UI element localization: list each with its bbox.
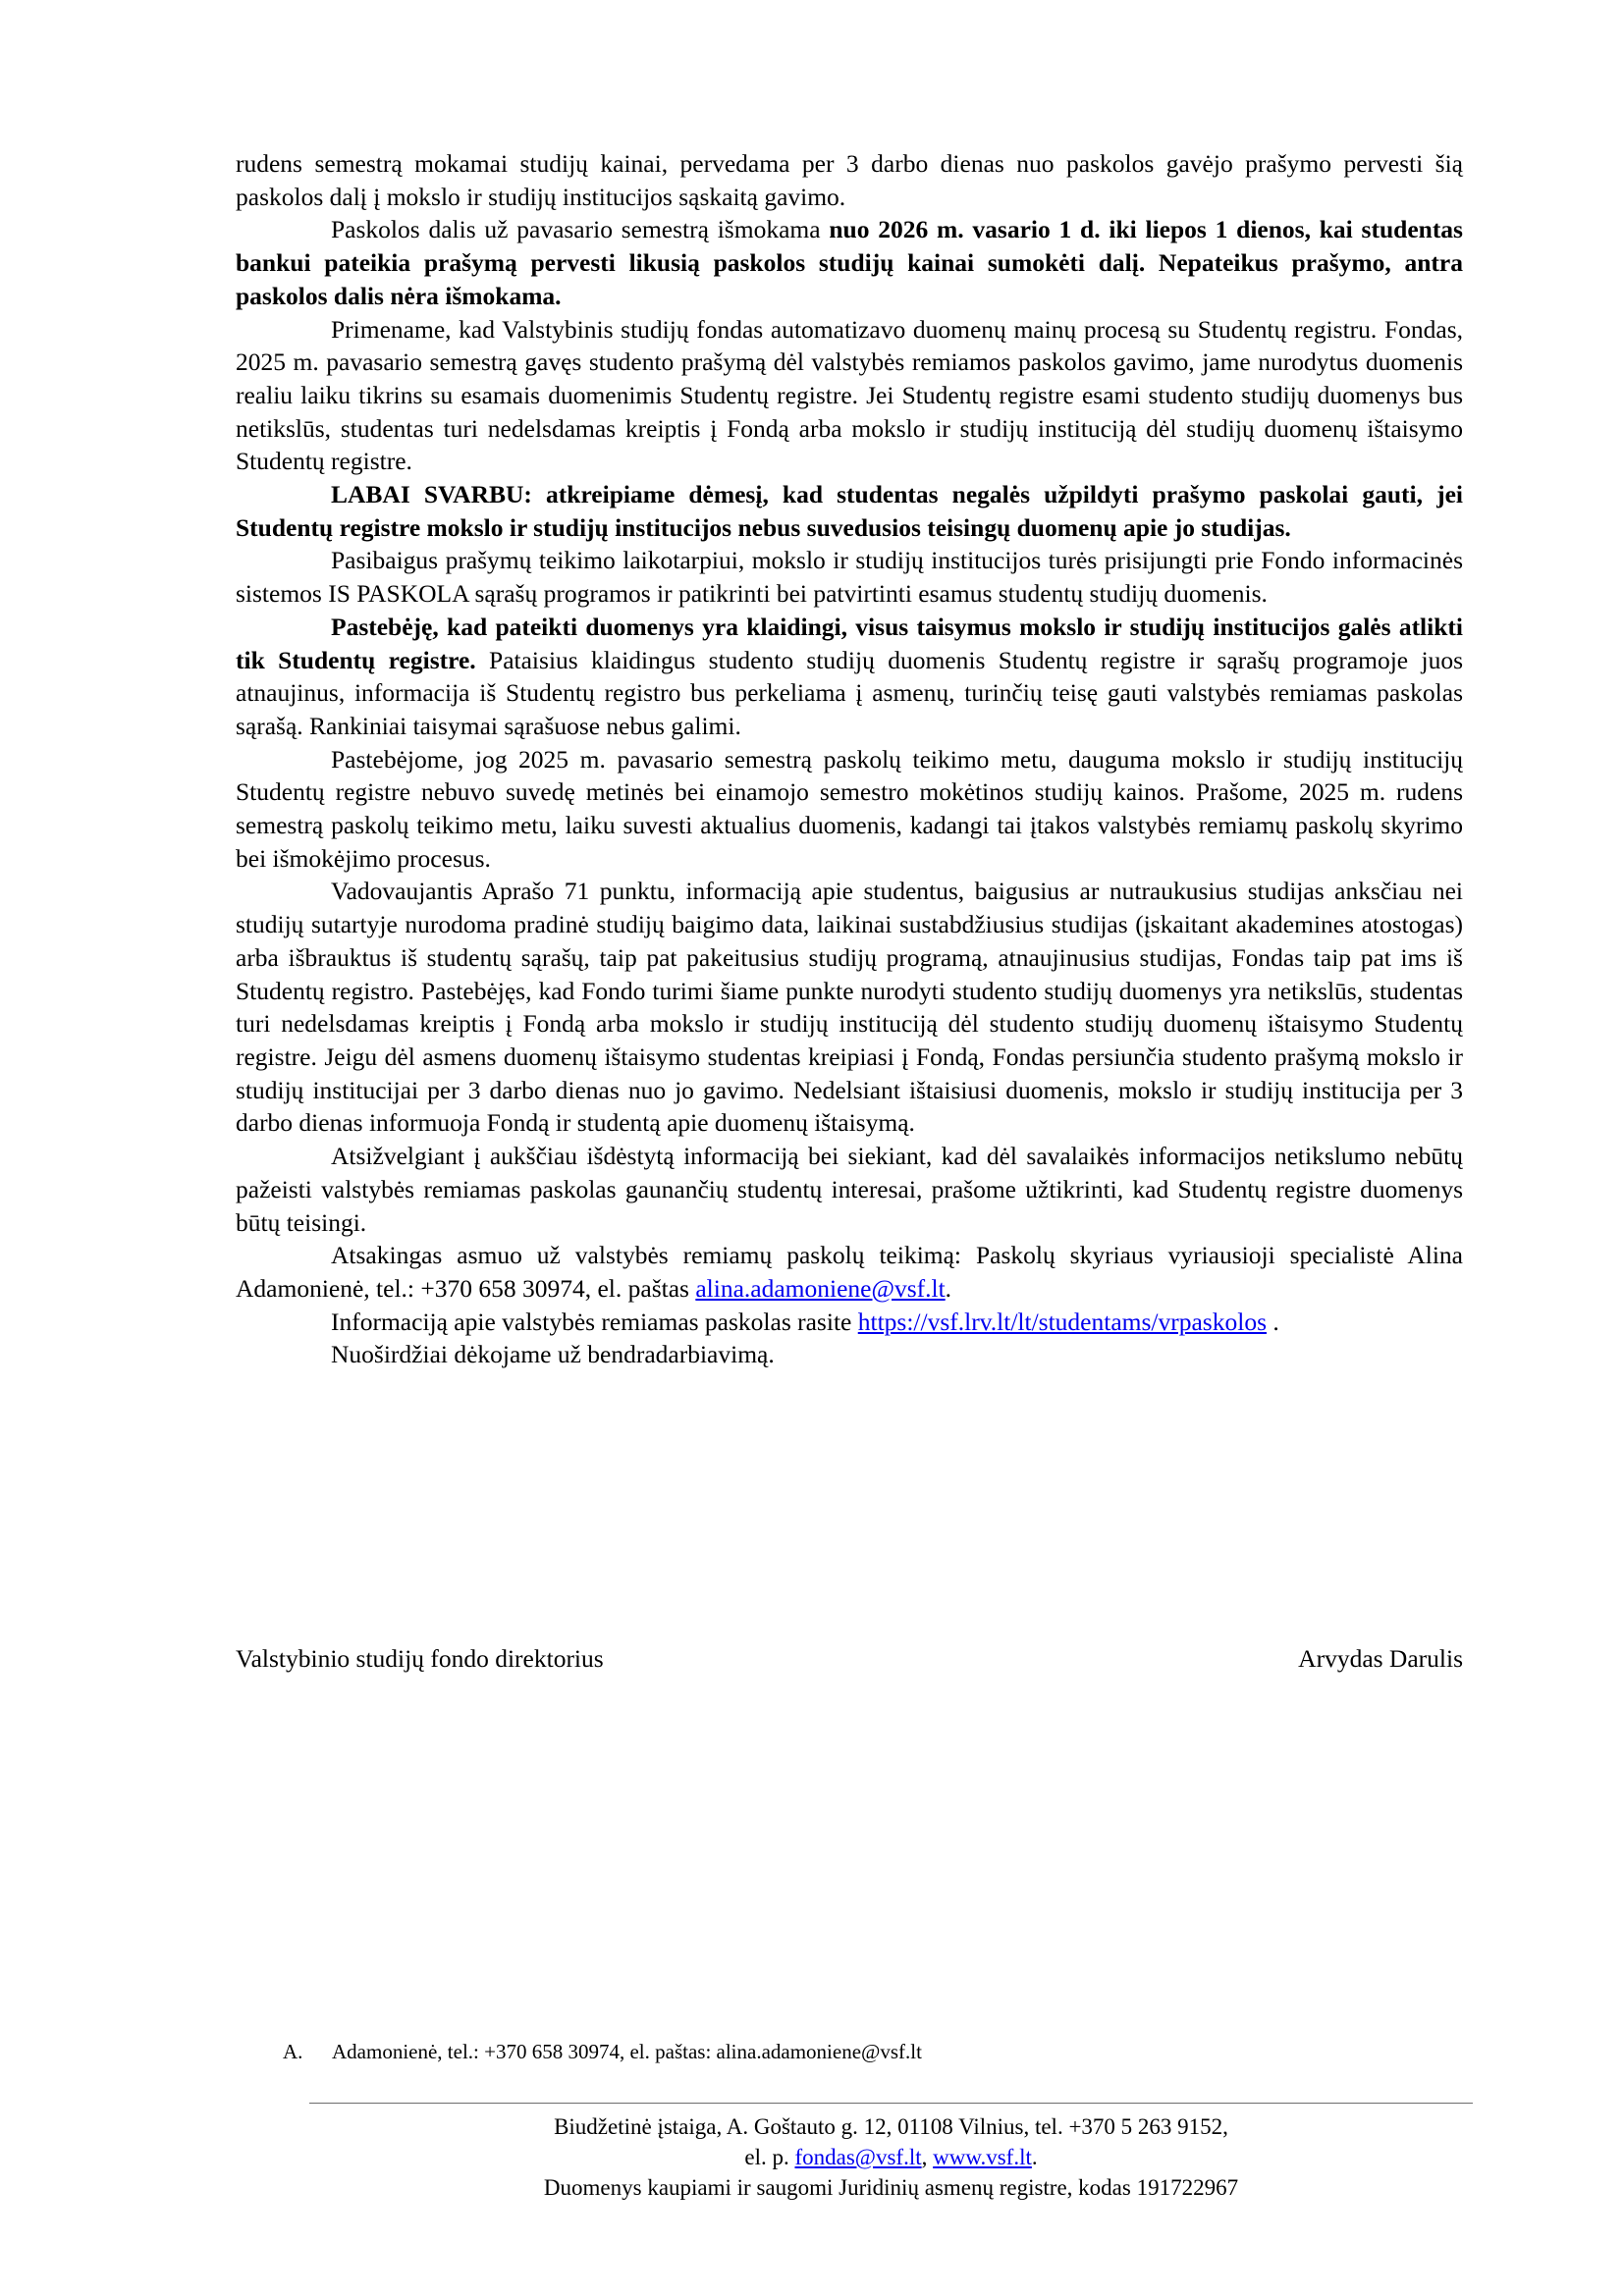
paragraph-2-text: Paskolos dalis už pavasario semestrą išmokama [331, 215, 830, 244]
footer-contacts [309, 2142, 1473, 2172]
footer-address: Biudžetinė įstaiga, A. Goštauto g. 12, 01108 Vilnius, tel. +370 5 263 9152, [554, 2114, 1228, 2139]
footer-divider [309, 2103, 1473, 2104]
contact-email-link[interactable]: alina.adamoniene@vsf.lt [695, 1273, 946, 1303]
paragraph-1: rudens semestrą mokamai studijų kainai, pervedama per 3 darbo dienas nuo paskolos gavėjo prašymo pervesti šią paskolos dalį į mokslo ir studijų institucijos sąskaitą gavimo. [236, 149, 1463, 211]
footer [309, 2111, 1473, 2203]
info-text: Informaciją apie valstybės remiamas paskolas rasite [331, 1307, 858, 1336]
contact-text: Atsakingas asmuo už valstybės remiamų paskolų teikimą: Paskolų skyriaus vyriausioji specialistė Alina Adamonienė, tel.: +370 658 30974, el. paštas [236, 1241, 1463, 1303]
info-url-link[interactable]: https://vsf.lrv.lt/lt/studentams/vrpaskolos [857, 1307, 1267, 1336]
paragraph-10-contact [236, 1239, 1463, 1305]
paragraph-2-bold: nuo 2026 m. vasario 1 d. iki liepos 1 dienos, kai studentas bankui pateikia prašymą pervesti likusią paskolos studijų kainai sumokėti dalį. Nepateikus prašymo, antra paskolos dalis nėra išmokama. [236, 215, 1463, 310]
footer-registry: Duomenys kaupiami ir saugomi Juridinių asmenų registre, kodas 191722967 [543, 2175, 1239, 2200]
signatory-title: Valstybinio studijų fondo direktorius [236, 1644, 604, 1673]
paragraph-3: Primename, kad Valstybinis studijų fondas automatizavo duomenų mainų procesą su Studentų registru. Fondas, 2025 m. pavasario semestrą gavęs studento prašymą dėl valstybės remiamos paskolos gavimo, jame nurodytus duomenis realiu laiku tikrins su esamais duomenimis Studentų registre. Jei Studentų registre esami studento studijų duomenys bus netikslūs, studentas turi nedelsdamas kreiptis į Fondą arba mokslo ir studijų instituciją dėl studijų duomenų ištaisymo Studentų registre. [236, 314, 1463, 476]
info-end: . [1267, 1307, 1279, 1336]
footer-web-link[interactable]: www.vsf.lt [933, 2145, 1032, 2169]
paragraph-11-info [236, 1306, 1463, 1339]
paragraph-6-text: Pataisius klaidingus studento studijų duomenis Studentų registre ir sąrašų programoje juos atnaujinus, informacija iš Studentų registro bus perkeliama į asmenų, turinčių teisę gauti valstybės remiamas paskolas sąrašą. Rankiniai taisymai sąrašuose nebus galimi. [236, 645, 1463, 740]
paragraph-7: Pastebėjome, jog 2025 m. pavasario semestrą paskolų teikimo metu, dauguma mokslo ir studijų institucijų Studentų registre nebuvo suvedę metinės bei einamojo semestro mokėtinos studijų kainos. Prašome, 2025 m. rudens semestrą paskolų teikimo metu, laiku suvesti aktualius duomenis, kadangi tai įtakos valstybės remiamų paskolų skyrimo bei išmokėjimo procesus. [236, 744, 1463, 873]
paragraph-4-bold: LABAI SVARBU: atkreipiame dėmesį, kad studentas negalės užpildyti prašymo paskolai gauti, jei Studentų registre mokslo ir studijų institucijos nebus suvedusios teisingų duomenų apie jo studijas. [236, 480, 1463, 542]
footer-separator: , [921, 2145, 934, 2169]
preparer-text: Adamonienė, tel.: +370 658 30974, el. paštas: alina.adamoniene@vsf.lt [332, 2040, 922, 2063]
preparer-number: A. [283, 2040, 303, 2063]
paragraph-12-thanks: Nuoširdžiai dėkojame už bendradarbiavimą. [331, 1340, 775, 1369]
paragraph-2 [236, 213, 1463, 312]
footer-contacts-end: . [1031, 2145, 1038, 2169]
letter-body [236, 147, 1463, 1371]
paragraph-4-important [236, 478, 1463, 544]
paragraph-6-bold: Pastebėję, kad pateikti duomenys yra klaidingi, visus taisymus mokslo ir studijų institucijos galės atlikti tik Studentų registre. [236, 612, 1463, 674]
paragraph-5: Pasibaigus prašymų teikimo laikotarpiui, mokslo ir studijų institucijos turės prisijungti prie Fondo informacinės sistemos IS PASKOLA sąrašų programos ir patikrinti bei patvirtinti esamus studentų studijų duomenis. [236, 546, 1463, 609]
contact-end: . [945, 1273, 952, 1303]
footer-email-link[interactable]: fondas@vsf.lt [794, 2145, 922, 2169]
preparer-line [283, 2038, 922, 2065]
signatory-name: Arvydas Darulis [1298, 1644, 1463, 1673]
paragraph-9: Atsižvelgiant į aukščiau išdėstytą informaciją bei siekiant, kad dėl savalaikės informacijos netikslumo nebūtų pažeisti valstybės remiamas paskolas gaunančių studentų interesai, prašome užtikrinti, kad Studentų registre duomenys būtų teisingi. [236, 1142, 1463, 1237]
paragraph-6 [236, 611, 1463, 743]
footer-email-label: el. p. [744, 2145, 795, 2169]
signature-block [236, 1642, 1463, 1676]
paragraph-8: Vadovaujantis Aprašo 71 punktu, informaciją apie studentus, baigusius ar nutraukusius studijas anksčiau nei studijų sutartyje nurodoma pradinė studijų baigimo data, laikinai sustabdžiusius studijas (įskaitant akademines atostogas) arba išbrauktus iš studentų sąrašų, taip pat pakeitusius studijų programą, atnaujinusius studijas, Fondas taip pat ims iš Studentų registro. Pastebėjęs, kad Fondo turimi šiame punkte nurodyti studento studijų duomenys yra netikslūs, studentas turi nedelsdamas kreiptis į Fondą arba mokslo ir studijų instituciją dėl studento studijų duomenų ištaisymo Studentų registre. Jeigu dėl asmens duomenų ištaisymo studentas kreipiasi į Fondą, Fondas persiunčia studento prašymą mokslo ir studijų institucijai per 3 darbo dienas nuo jo gavimo. Nedelsiant ištaisiusi duomenis, mokslo ir studijų institucija per 3 darbo dienas informuoja Fondą ir studentą apie duomenų ištaisymą. [236, 877, 1463, 1138]
